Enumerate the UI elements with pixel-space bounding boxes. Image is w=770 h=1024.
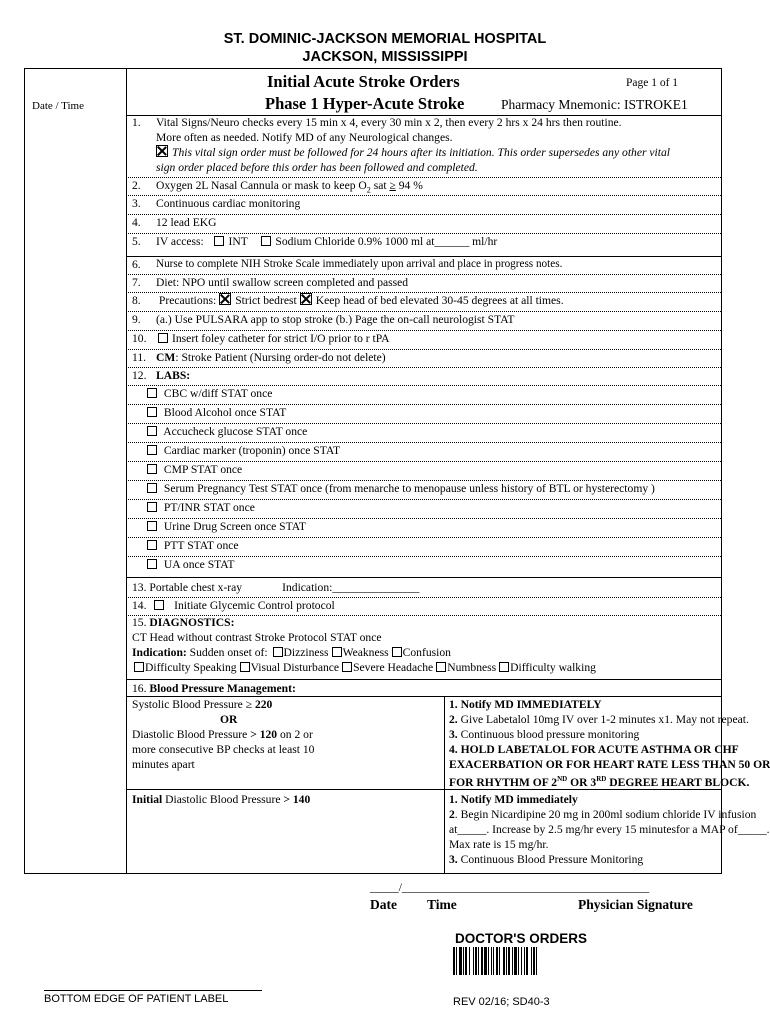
page-number: Page 1 of 1 bbox=[626, 77, 679, 89]
order-16: 16. Blood Pressure Management: bbox=[132, 682, 296, 695]
indication-option: Numbness bbox=[447, 661, 497, 674]
order-1: Vital Signs/Neuro checks every 15 min x 4, every 30 min x 2, then every 2 hrs x 24 hrs then routine. bbox=[156, 116, 622, 129]
lab-item: Serum Pregnancy Test STAT once (from menarche to menopause unless history of BTL or hysterectomy ) bbox=[145, 481, 655, 496]
order-2: Oxygen 2L Nasal Cannula or mask to keep $O_2$ sat ≥ 94 % bbox=[156, 179, 423, 195]
indication-option: Visual Disturbance bbox=[250, 661, 340, 674]
order-8: Precautions: Strict bedrest Keep head of bed elevated 30-45 degrees at all times. bbox=[158, 294, 564, 307]
order-3: Continuous cardiac monitoring bbox=[156, 197, 301, 210]
order-13: 13. Portable chest x-ray Indication:_______________ bbox=[132, 581, 420, 594]
lab-item: Accucheck glucose STAT once bbox=[145, 424, 307, 439]
hospital-city: JACKSON, MISSISSIPPI bbox=[302, 49, 468, 65]
indication-checkbox[interactable] bbox=[240, 662, 250, 672]
order-15: 15. DIAGNOSTICS: bbox=[132, 616, 235, 629]
int-checkbox[interactable] bbox=[214, 236, 224, 246]
lab-checkbox[interactable] bbox=[147, 426, 157, 436]
sodium-chloride-checkbox[interactable] bbox=[261, 236, 271, 246]
lab-item: Urine Drug Screen once STAT bbox=[145, 519, 306, 534]
indication-option: Weakness bbox=[342, 646, 389, 659]
date-time-label: Date / Time bbox=[32, 100, 84, 112]
lab-checkbox[interactable] bbox=[147, 483, 157, 493]
lab-checkbox[interactable] bbox=[147, 388, 157, 398]
head-elevation-checkbox[interactable] bbox=[300, 293, 312, 305]
bp-table: Systolic Blood Pressure ≥ 220 OR Diastolic Blood Pressure > 120 on 2 or more consecutive BP checks at least 10 minutes apart 1. Notify MD IMMEDIATELY 2. Give Labetalol 10mg IV over 1-2 minutes x1. May not repeat. 3. Continuous blood pressure monitoring 4. HOLD LABETALOL FOR ACUTE ASTHMA OR CHF EXACERBATION OR FOR HEART RATE LESS THAN 50 OR FOR RHYTHM OF 2ND OR 3RD DEGREE HEART BLOCK. Initial Diastolic Blood Pressure > 140 1. Notify MD immediately 2. Begin Nicardipine 20 mg in 200ml sodium chloride IV infusion at_____. Increase by 2.5 mg/hr every 15 minutesfor a MAP of_____. Max rate is 15 mg/hr. 3. Continuous Blood Pressure Monitoring bbox=[126, 696, 721, 874]
lab-item: CMP STAT once bbox=[145, 462, 242, 477]
lab-checkbox[interactable] bbox=[147, 521, 157, 531]
indication-checkbox[interactable] bbox=[332, 647, 342, 657]
indication-checkbox[interactable] bbox=[392, 647, 402, 657]
strict-bedrest-checkbox[interactable] bbox=[219, 293, 231, 305]
pharmacy-mnemonic: Pharmacy Mnemonic: ISTROKE1 bbox=[501, 97, 688, 112]
indication-checkbox[interactable] bbox=[436, 662, 446, 672]
order-5: IV access: INT Sodium Chloride 0.9% 1000 ml at______ ml/hr bbox=[156, 235, 498, 248]
indication-checkbox[interactable] bbox=[273, 647, 283, 657]
lab-checkbox[interactable] bbox=[147, 540, 157, 550]
indication-checkbox[interactable] bbox=[342, 662, 352, 672]
order-14: 14. Initiate Glycemic Control protocol bbox=[132, 599, 335, 612]
lab-checkbox[interactable] bbox=[147, 559, 157, 569]
form-subtitle: Phase 1 Hyper-Acute Stroke bbox=[265, 94, 465, 113]
lab-item: PT/INR STAT once bbox=[145, 500, 255, 515]
order-9: (a.) Use PULSARA app to stop stroke (b.) Page the on-call neurologist STAT bbox=[156, 313, 515, 326]
indication-option: Confusion bbox=[402, 646, 451, 659]
lab-item: CBC w/diff STAT once bbox=[145, 386, 272, 401]
indication-option: Dizziness bbox=[283, 646, 329, 659]
lab-checkbox[interactable] bbox=[147, 502, 157, 512]
order-7: Diet: NPO until swallow screen completed and passed bbox=[156, 276, 409, 289]
lab-checkbox[interactable] bbox=[147, 464, 157, 474]
indication-checkbox[interactable] bbox=[134, 662, 144, 672]
doctors-orders-label: DOCTOR'S ORDERS bbox=[455, 931, 587, 946]
lab-checkbox[interactable] bbox=[147, 407, 157, 417]
lab-item: Cardiac marker (troponin) once STAT bbox=[145, 443, 340, 458]
barcode bbox=[453, 947, 627, 975]
order-6: Nurse to complete NIH Stroke Scale immediately upon arrival and place in progress notes. bbox=[156, 258, 563, 270]
form-title: Initial Acute Stroke Orders bbox=[267, 72, 460, 91]
time-label: Time bbox=[427, 897, 457, 912]
lab-item: PTT STAT once bbox=[145, 538, 239, 553]
revision-code: REV 02/16; SD40-3 bbox=[453, 996, 550, 1008]
order-10: Insert foley catheter for strict I/O prior to r tPA bbox=[156, 331, 390, 346]
indication-checkbox[interactable] bbox=[499, 662, 509, 672]
labs-heading: LABS: bbox=[156, 369, 191, 382]
order-11: CM: Stroke Patient (Nursing order-do not delete) bbox=[156, 351, 386, 364]
date-label: Date bbox=[370, 897, 397, 912]
hospital-name: ST. DOMINIC-JACKSON MEMORIAL HOSPITAL bbox=[223, 31, 547, 47]
physician-signature-label: Physician Signature bbox=[578, 897, 693, 912]
indication-option: Difficulty Speaking bbox=[145, 661, 237, 674]
indication-option: Difficulty walking bbox=[510, 661, 596, 674]
glycemic-checkbox[interactable] bbox=[154, 600, 164, 610]
indication-option: Severe Headache bbox=[353, 661, 434, 674]
signature-line[interactable]: _____/___________________________________________ bbox=[370, 882, 650, 894]
foley-checkbox[interactable] bbox=[158, 333, 168, 343]
lab-item: Blood Alcohol once STAT bbox=[145, 405, 286, 420]
patient-label-edge: BOTTOM EDGE OF PATIENT LABEL bbox=[44, 993, 229, 1005]
lab-checkbox[interactable] bbox=[147, 445, 157, 455]
orders-form: Date / Time Initial Acute Stroke Orders Page 1 of 1 Phase 1 Hyper-Acute Stroke Pharmacy Mnemonic: ISTROKE1 1. Vital Signs/Neuro checks every 15 min x 4, every 30 min x 2, then every 2 hrs x 24 hrs then routine. More often as needed. Notify MD of any Neurological changes. This vital sign order must be followed for 24 hours after its initiation. This order supersedes any other vital sign order placed before this order has been followed and completed. 2. Oxygen 2L Nasal Cannula or mask to keep $O_2$ sat ≥ 94 % 3. Continuous cardiac monitoring 4. 12 lead EKG 5. IV access: INT Sodium Chloride 0.9% 1000 ml at______ ml/hr 6. Nurse to complete NIH Stroke Scale immediately upon arrival and place in progress notes. 7. Diet: NPO until swallow screen completed and passed 8. Precautions: Strict bedrest Keep head of bed elevated 30-45 degrees at all times. 9. (a.) Use PULSARA app to stop stroke (b.) Page the on-call neurologist STAT 10. Insert foley catheter for strict I/O prior to r tPA 11. CM: Stroke Patient (Nursing order-do not delete) 12. LABS: CBC w/diff STAT once Blood Alcohol once STAT Accucheck glucose STAT once Cardiac marker (troponin) once STAT CMP STAT once Serum Pregnancy Test STAT once (from menarche to menopause unless history of BTL or hysterectomy ) PT/INR STAT once Urine Drug Screen once STAT PTT STAT once UA once STAT 13. Portable chest x-ray Indication:_______________ 14. Initiate Glycemic Control protocol 15. DIAGNOSTICS: CT Head without contrast Stroke Protocol STAT once Indication: Sudden onset of: Dizziness Weakness Confusion Difficulty Speaking Visual Disturbance Severe Headache Numbness Difficulty walking 16. Blood Pressure Management: Systolic Blood Pressure ≥ 220 OR Diastolic Blood Pressure > 120 on 2 or more consecutive BP checks at least 10 minutes apart 1. Notify MD IMMEDIATELY 2. Give Labetalol 10mg IV over 1-2 minutes x1. May not repeat. 3. Continuous blood pressure monitoring 4. HOLD LABETALOL FOR ACUTE ASTHMA OR CHF EXACERBATION OR FOR HEART RATE LESS THAN 50 OR FOR RHYTHM OF 2ND OR 3RD DEGREE HEART BLOCK. Initial Diastolic Blood Pressure > 140 1. Notify MD immediately 2. Begin Nicardipine 20 mg in 200ml sodium chloride IV infusion at_____. Increase by 2.5 mg/hr every 15 minutesfor a MAP of_____. Max rate is 15 mg/hr. 3. Continuous Blood Pressure Monitoring bbox=[24, 68, 722, 874]
lab-item: UA once STAT bbox=[145, 557, 234, 572]
order-4: 12 lead EKG bbox=[156, 216, 217, 229]
